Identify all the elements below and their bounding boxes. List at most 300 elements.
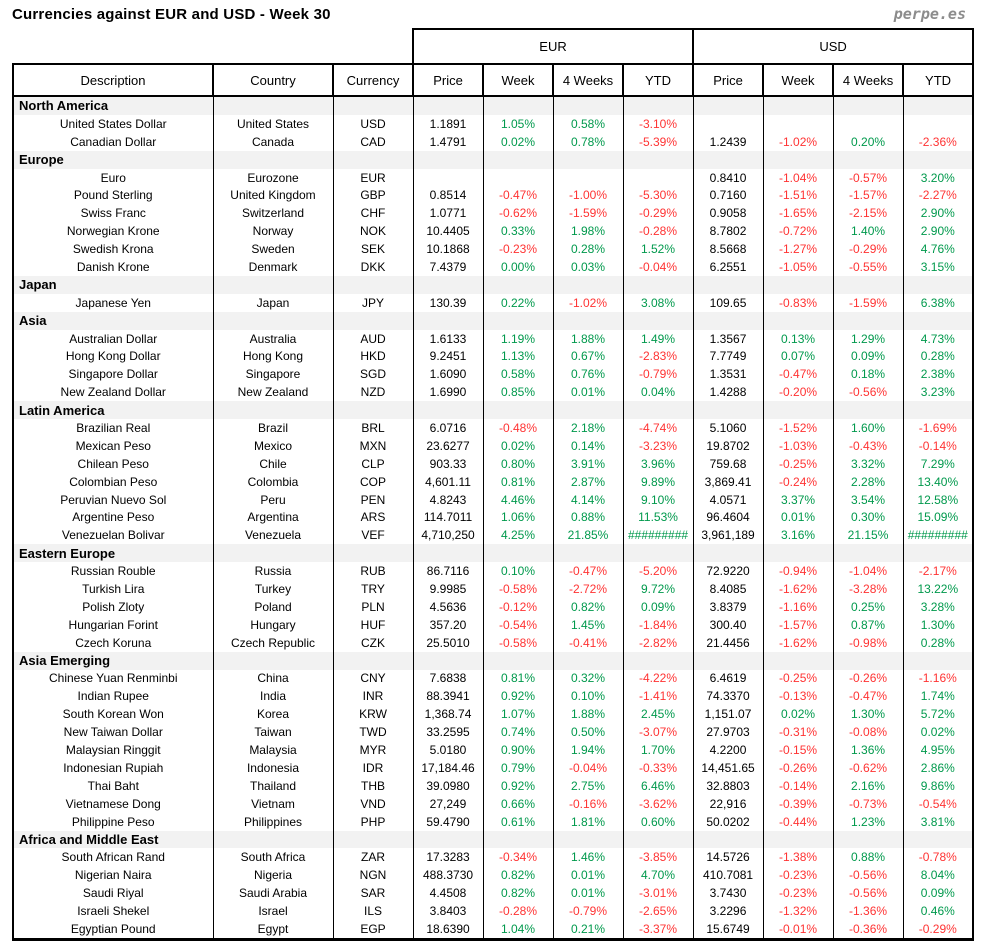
cell-usd-ytd: 2.86% [903,759,973,777]
cell-usd-4weeks: -0.47% [833,687,903,705]
cell-usd-price: 14,451.65 [693,759,763,777]
cell-eur-4weeks: 0.67% [553,347,623,365]
cell-eur-4weeks: 1.81% [553,813,623,831]
cell-usd-price: 6.2551 [693,258,763,276]
cell-eur-price: 488.3730 [413,866,483,884]
cell-usd-4weeks: -0.62% [833,759,903,777]
table-row [13,222,973,240]
cell-usd-price: 96.4604 [693,508,763,526]
section-cell [623,312,693,330]
cell-eur-price: 18.6390 [413,920,483,939]
table-row [13,169,973,187]
cell-eur-price: 59.4790 [413,813,483,831]
cell-usd-week: -1.04% [763,169,833,187]
table-row [13,813,973,831]
cell-usd-price: 3.8379 [693,598,763,616]
cell-usd-week: -1.03% [763,437,833,455]
cell-eur-ytd: -3.85% [623,848,693,866]
cell-eur-price: 6.0716 [413,419,483,437]
cell-usd-price: 4.0571 [693,491,763,509]
section-cell [693,652,763,670]
cell-eur-price: 1.6133 [413,330,483,348]
cell-usd-4weeks: 1.60% [833,419,903,437]
cell-usd-4weeks: 1.40% [833,222,903,240]
currency-table [12,28,974,941]
cell-country: Egypt [213,920,333,939]
cell-usd-week: -0.31% [763,723,833,741]
section-cell [763,652,833,670]
section-cell [333,96,413,115]
site-logo[interactable]: perpe.es [893,5,966,23]
cell-eur-price: 1.6090 [413,365,483,383]
group-header-spacer [13,29,413,64]
section-cell [483,401,553,419]
cell-eur-week: 0.85% [483,383,553,401]
cell-usd-price: 6.4619 [693,670,763,688]
cell-currency: IDR [333,759,413,777]
cell-currency: CNY [333,670,413,688]
cell-description: Egyptian Pound [13,920,213,939]
cell-description: Indonesian Rupiah [13,759,213,777]
cell-country: China [213,670,333,688]
cell-currency: SAR [333,884,413,902]
cell-usd-4weeks: -0.56% [833,866,903,884]
cell-country: New Zealand [213,383,333,401]
group-header-row [13,29,973,64]
cell-usd-price: 22,916 [693,795,763,813]
cell-usd-ytd: 0.02% [903,723,973,741]
cell-usd-price: 1.3531 [693,365,763,383]
cell-usd-week: -0.23% [763,866,833,884]
cell-currency: RUB [333,562,413,580]
cell-usd-price: 759.68 [693,455,763,473]
section-row [13,544,973,562]
cell-usd-price: 50.0202 [693,813,763,831]
cell-usd-week: 0.02% [763,705,833,723]
cell-eur-4weeks: 0.01% [553,884,623,902]
cell-usd-price: 4.2200 [693,741,763,759]
cell-currency: NGN [333,866,413,884]
cell-eur-price: 17.3283 [413,848,483,866]
cell-eur-4weeks [553,169,623,187]
section-cell [833,544,903,562]
column-header-row [13,64,973,96]
cell-usd-ytd: -0.54% [903,795,973,813]
cell-usd-price: 32.8803 [693,777,763,795]
cell-usd-4weeks: -1.04% [833,562,903,580]
cell-country: South Africa [213,848,333,866]
cell-country: Hong Kong [213,347,333,365]
cell-usd-4weeks: 0.30% [833,508,903,526]
section-cell [213,151,333,169]
section-cell [483,544,553,562]
cell-usd-price: 0.8410 [693,169,763,187]
cell-usd-price: 3,961,189 [693,526,763,544]
cell-usd-week: -1.57% [763,616,833,634]
table-row [13,365,973,383]
cell-description: Chilean Peso [13,455,213,473]
cell-eur-week: 1.06% [483,508,553,526]
cell-eur-week: -0.58% [483,634,553,652]
cell-eur-ytd: 0.09% [623,598,693,616]
cell-usd-ytd: 0.28% [903,347,973,365]
cell-usd-price: 14.5726 [693,848,763,866]
cell-usd-4weeks: 0.20% [833,133,903,151]
cell-usd-ytd: -1.16% [903,670,973,688]
table-row [13,347,973,365]
section-name: Africa and Middle East [13,831,213,849]
col-eur-price: Price [413,64,483,96]
cell-eur-week: 1.13% [483,347,553,365]
cell-eur-ytd: -5.20% [623,562,693,580]
section-cell [623,401,693,419]
cell-usd-week: -0.23% [763,884,833,902]
cell-eur-ytd: -3.10% [623,115,693,133]
table-row [13,473,973,491]
cell-eur-4weeks: 2.87% [553,473,623,491]
cell-usd-4weeks: -0.73% [833,795,903,813]
cell-usd-week: -0.26% [763,759,833,777]
table-row [13,723,973,741]
cell-description: United States Dollar [13,115,213,133]
cell-eur-week: 0.80% [483,455,553,473]
cell-eur-ytd: -1.84% [623,616,693,634]
cell-country: Taiwan [213,723,333,741]
cell-eur-week: 1.07% [483,705,553,723]
cell-usd-week: -0.94% [763,562,833,580]
cell-eur-ytd: 4.70% [623,866,693,884]
cell-eur-price: 5.0180 [413,741,483,759]
section-cell [623,96,693,115]
cell-country: Malaysia [213,741,333,759]
cell-usd-ytd: -0.14% [903,437,973,455]
section-cell [763,276,833,294]
section-cell [483,312,553,330]
cell-eur-4weeks: 1.45% [553,616,623,634]
cell-eur-ytd: -4.74% [623,419,693,437]
cell-eur-week: -0.34% [483,848,553,866]
section-name: Asia Emerging [13,652,213,670]
cell-description: Indian Rupee [13,687,213,705]
cell-eur-ytd: -3.07% [623,723,693,741]
section-cell [903,151,973,169]
cell-usd-4weeks: -3.28% [833,580,903,598]
section-row [13,312,973,330]
cell-eur-price: 3.8403 [413,902,483,920]
cell-eur-week: 0.92% [483,777,553,795]
cell-usd-ytd: 2.90% [903,204,973,222]
cell-eur-week: 0.02% [483,437,553,455]
cell-description: Brazilian Real [13,419,213,437]
section-cell [763,96,833,115]
cell-usd-week: 0.01% [763,508,833,526]
cell-usd-4weeks: -0.08% [833,723,903,741]
cell-usd-price: 3.7430 [693,884,763,902]
cell-usd-price: 21.4456 [693,634,763,652]
cell-usd-4weeks: -1.59% [833,294,903,312]
cell-currency: MYR [333,741,413,759]
cell-description: Hong Kong Dollar [13,347,213,365]
cell-eur-week: 0.82% [483,866,553,884]
cell-currency: VND [333,795,413,813]
cell-usd-4weeks: -0.55% [833,258,903,276]
table-row [13,204,973,222]
section-cell [333,652,413,670]
section-cell [763,831,833,849]
cell-eur-week: 4.46% [483,491,553,509]
cell-description: Saudi Riyal [13,884,213,902]
cell-country: Japan [213,294,333,312]
cell-usd-week: -1.65% [763,204,833,222]
cell-usd-4weeks: 1.29% [833,330,903,348]
section-cell [763,401,833,419]
section-cell [553,831,623,849]
cell-eur-4weeks: 1.88% [553,330,623,348]
section-cell [553,652,623,670]
cell-currency: DKK [333,258,413,276]
cell-eur-week: -0.47% [483,186,553,204]
cell-usd-ytd: 7.29% [903,455,973,473]
cell-usd-4weeks: 0.18% [833,365,903,383]
cell-eur-week: -0.58% [483,580,553,598]
cell-usd-week: -1.51% [763,186,833,204]
cell-eur-price: 1.4791 [413,133,483,151]
cell-usd-4weeks: -0.57% [833,169,903,187]
cell-eur-ytd: -3.01% [623,884,693,902]
cell-description: Pound Sterling [13,186,213,204]
cell-usd-price: 1.2439 [693,133,763,151]
section-cell [483,652,553,670]
cell-usd-ytd: -2.27% [903,186,973,204]
cell-eur-week: 0.79% [483,759,553,777]
cell-eur-ytd: 0.04% [623,383,693,401]
cell-currency: VEF [333,526,413,544]
cell-eur-price: 0.8514 [413,186,483,204]
cell-usd-week: -0.83% [763,294,833,312]
cell-usd-4weeks: 3.32% [833,455,903,473]
cell-eur-ytd: 0.60% [623,813,693,831]
section-cell [553,151,623,169]
cell-eur-4weeks: -0.47% [553,562,623,580]
section-row [13,652,973,670]
cell-eur-ytd: 1.52% [623,240,693,258]
section-cell [903,401,973,419]
cell-country: Indonesia [213,759,333,777]
cell-eur-price: 1.1891 [413,115,483,133]
cell-eur-4weeks: 0.21% [553,920,623,939]
cell-description: Thai Baht [13,777,213,795]
table-row [13,437,973,455]
section-cell [903,544,973,562]
cell-description: Czech Koruna [13,634,213,652]
section-cell [623,544,693,562]
section-cell [413,96,483,115]
table-row [13,383,973,401]
cell-usd-4weeks: -0.98% [833,634,903,652]
cell-usd-ytd: 13.22% [903,580,973,598]
cell-usd-ytd: 3.28% [903,598,973,616]
cell-eur-week: -0.62% [483,204,553,222]
cell-country: Chile [213,455,333,473]
cell-usd-ytd: 4.95% [903,741,973,759]
section-cell [903,96,973,115]
col-country: Country [213,64,333,96]
cell-eur-4weeks: 0.76% [553,365,623,383]
cell-eur-4weeks: 0.14% [553,437,623,455]
section-cell [833,96,903,115]
cell-eur-4weeks: 0.01% [553,383,623,401]
cell-eur-ytd: -2.83% [623,347,693,365]
cell-eur-week: 0.00% [483,258,553,276]
cell-usd-week: -0.24% [763,473,833,491]
cell-country: Saudi Arabia [213,884,333,902]
cell-currency: CAD [333,133,413,151]
section-row [13,831,973,849]
page-title: Currencies against EUR and USD - Week 30 [12,6,331,23]
cell-eur-ytd: -3.23% [623,437,693,455]
cell-usd-ytd: -0.78% [903,848,973,866]
cell-eur-ytd: -3.37% [623,920,693,939]
section-cell [833,401,903,419]
cell-usd-ytd: -1.69% [903,419,973,437]
cell-usd-price: 0.7160 [693,186,763,204]
col-usd-4weeks: 4 Weeks [833,64,903,96]
section-cell [333,401,413,419]
section-cell [213,652,333,670]
table-row [13,705,973,723]
section-name: Japan [13,276,213,294]
cell-usd-week: -1.05% [763,258,833,276]
section-cell [623,652,693,670]
col-eur-week: Week [483,64,553,96]
table-row [13,884,973,902]
cell-usd-4weeks: 1.30% [833,705,903,723]
cell-description: Colombian Peso [13,473,213,491]
cell-usd-week: -0.15% [763,741,833,759]
cell-country: Canada [213,133,333,151]
cell-usd-week: -1.52% [763,419,833,437]
cell-eur-4weeks: -0.04% [553,759,623,777]
cell-description: Malaysian Ringgit [13,741,213,759]
cell-eur-ytd: 3.08% [623,294,693,312]
section-cell [553,276,623,294]
cell-eur-week: 1.19% [483,330,553,348]
cell-eur-ytd: -2.65% [623,902,693,920]
cell-usd-ytd: 9.86% [903,777,973,795]
cell-currency: PLN [333,598,413,616]
cell-country: Mexico [213,437,333,455]
cell-eur-week [483,169,553,187]
table-row [13,133,973,151]
section-cell [903,831,973,849]
cell-eur-week: 0.81% [483,670,553,688]
cell-eur-price: 10.1868 [413,240,483,258]
cell-eur-ytd: 1.49% [623,330,693,348]
section-cell [483,276,553,294]
table-row [13,795,973,813]
cell-currency: BRL [333,419,413,437]
section-name: Asia [13,312,213,330]
cell-description: Danish Krone [13,258,213,276]
cell-usd-4weeks: 1.36% [833,741,903,759]
cell-usd-ytd: 15.09% [903,508,973,526]
cell-eur-price: 357.20 [413,616,483,634]
cell-eur-4weeks: 0.32% [553,670,623,688]
cell-usd-4weeks: -2.15% [833,204,903,222]
cell-eur-week: 0.33% [483,222,553,240]
section-cell [413,831,483,849]
cell-eur-week: 1.05% [483,115,553,133]
cell-description: Russian Rouble [13,562,213,580]
cell-usd-week: -0.25% [763,455,833,473]
section-cell [333,276,413,294]
cell-country: Russia [213,562,333,580]
cell-currency: NOK [333,222,413,240]
cell-currency: SGD [333,365,413,383]
section-cell [413,312,483,330]
section-cell [763,312,833,330]
cell-description: Swedish Krona [13,240,213,258]
section-cell [213,312,333,330]
table-row [13,777,973,795]
cell-usd-week: -0.72% [763,222,833,240]
cell-usd-price: 27.9703 [693,723,763,741]
cell-usd-price: 0.9058 [693,204,763,222]
cell-country: Vietnam [213,795,333,813]
section-cell [413,544,483,562]
cell-country: Israel [213,902,333,920]
cell-currency: EUR [333,169,413,187]
section-name: North America [13,96,213,115]
section-cell [413,652,483,670]
section-cell [413,151,483,169]
cell-usd-ytd: 0.09% [903,884,973,902]
col-usd-price: Price [693,64,763,96]
cell-country: Eurozone [213,169,333,187]
cell-description: Hungarian Forint [13,616,213,634]
section-cell [213,831,333,849]
cell-usd-price: 72.9220 [693,562,763,580]
cell-eur-price: 9.9985 [413,580,483,598]
cell-currency: COP [333,473,413,491]
section-cell [903,312,973,330]
cell-usd-ytd: 1.74% [903,687,973,705]
cell-usd-week: 3.37% [763,491,833,509]
cell-description: Mexican Peso [13,437,213,455]
cell-usd-ytd: 4.76% [903,240,973,258]
cell-usd-price: 8.4085 [693,580,763,598]
cell-description: Venezuelan Bolivar [13,526,213,544]
cell-usd-price: 1,151.07 [693,705,763,723]
cell-eur-4weeks: -1.00% [553,186,623,204]
section-cell [333,544,413,562]
cell-description: Norwegian Krone [13,222,213,240]
cell-usd-ytd [903,115,973,133]
cell-currency: HUF [333,616,413,634]
section-cell [693,831,763,849]
cell-currency: TRY [333,580,413,598]
cell-usd-week: -0.39% [763,795,833,813]
section-row [13,96,973,115]
cell-eur-4weeks: 0.58% [553,115,623,133]
cell-usd-price: 15.6749 [693,920,763,939]
section-cell [413,401,483,419]
table-row [13,598,973,616]
cell-eur-4weeks: 1.46% [553,848,623,866]
cell-description: Argentine Peso [13,508,213,526]
cell-eur-ytd: 11.53% [623,508,693,526]
cell-eur-price: 4.4508 [413,884,483,902]
